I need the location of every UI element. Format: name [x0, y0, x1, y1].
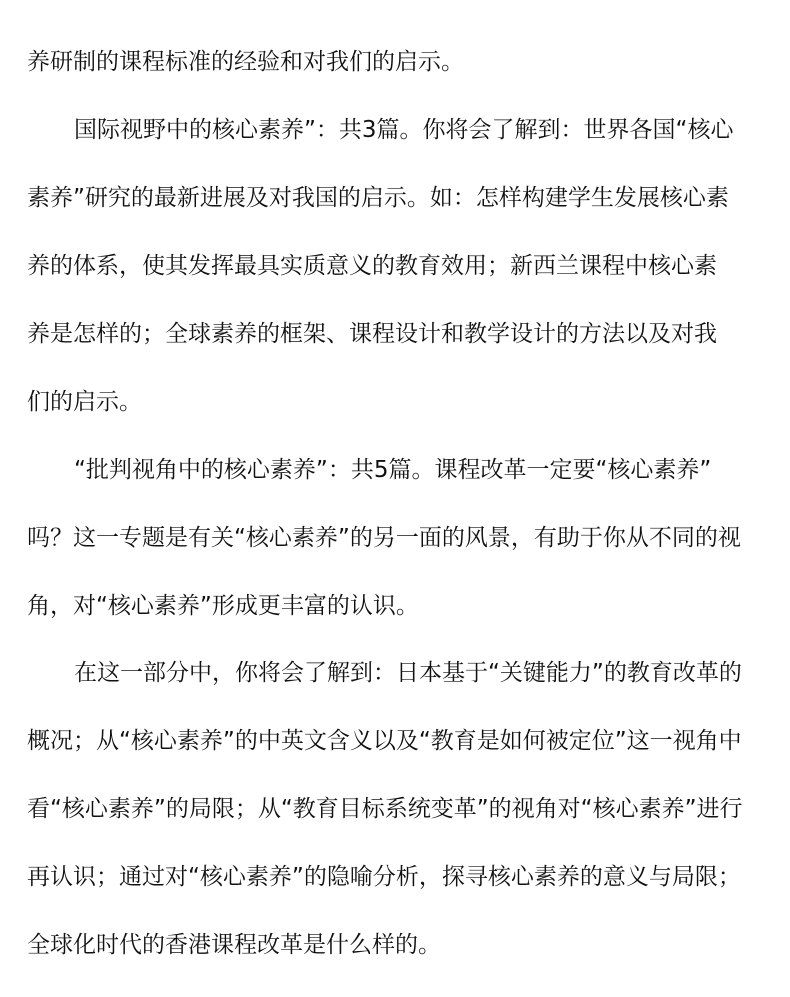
paragraph-start-line: 国际视野中的核心素养”：共3篇。你将会了解到：世界各国“核心: [74, 117, 734, 143]
paragraph-start-line: “批判视角中的核心素养”：共5篇。课程改革一定要“核心素养”: [74, 457, 712, 483]
text-line: 养的体系，使其发挥最具实质意义的教育效用；新西兰课程中核心素: [27, 253, 717, 279]
text-line: 们的启示。: [27, 389, 142, 415]
text-line: 再认识；通过对“核心素养”的隐喻分析，探寻核心素养的意义与局限；: [27, 864, 741, 890]
text-line: 养是怎样的；全球素养的框架、课程设计和教学设计的方法以及对我: [27, 321, 717, 347]
text-line: 角，对“核心素养”形成更丰富的认识。: [27, 593, 419, 619]
text-line: 概况；从“核心素养”的中英文含义以及“教育是如何被定位”这一视角中: [27, 728, 742, 754]
paragraph-start-line: 在这一部分中，你将会了解到：日本基于“关键能力”的教育改革的: [74, 660, 742, 686]
text-line: 全球化时代的香港课程改革是什么样的。: [27, 932, 441, 958]
text-line: 吗？这一专题是有关“核心素养”的另一面的风景，有助于你从不同的视: [27, 525, 741, 551]
text-line: 看“核心素养”的局限；从“教育目标系统变革”的视角对“核心素养”进行: [27, 796, 743, 822]
text-line: 养研制的课程标准的经验和对我们的启示。: [27, 49, 464, 75]
text-line: 素养”研究的最新进展及对我国的启示。如：怎样构建学生发展核心素: [27, 185, 729, 211]
